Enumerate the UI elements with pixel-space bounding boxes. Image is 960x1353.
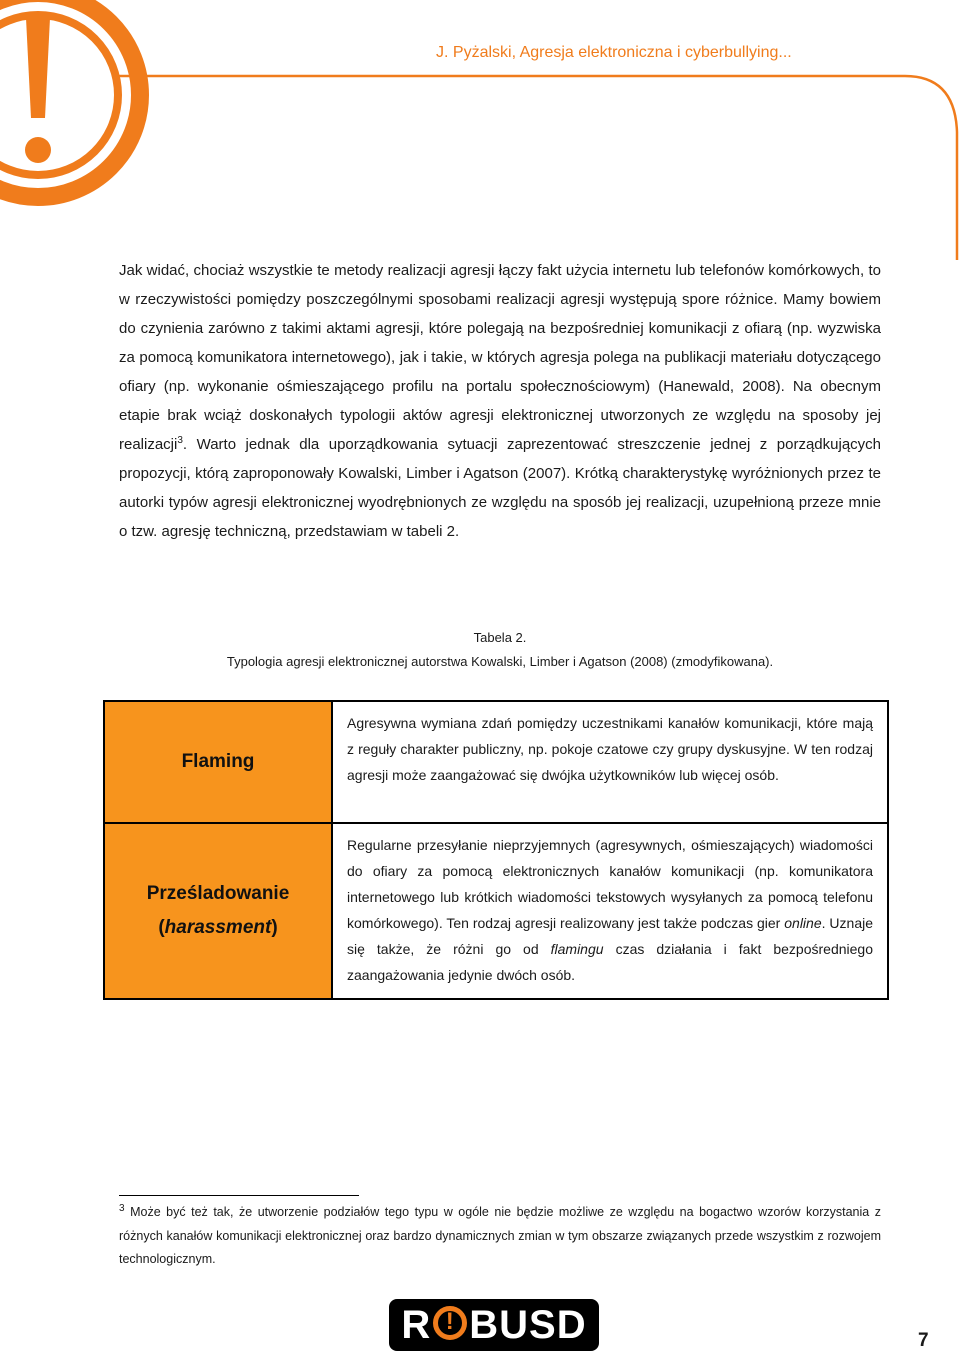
body-text-a: Jak widać, chociaż wszystkie te metody realizacji agresji łączy fakt użycia internetu lub telefonów komórkowych, to w rzeczywistości pomiędzy poszczególnymi sposobami realizacji agresji występują spore różnice. Mamy bowiem do czynienia zarówno z takimi aktami agresji, które polegają na bezpośredniej komunikacji z ofiarą (np. wyzwiska za pomocą komunikatora internetowego), jak i takie, w których agresja polega na publikacji materiału dotyczącego ofiary (np. wykonanie ośmieszającego profilu na portalu społecznościowym) (Hanewald, 2008). Na obecnym etapie brak wciąż doskonałych typologii aktów agresji elektronicznej utworzonych ze względu na sposoby jej realizacji — [119, 262, 881, 453]
logo-letter-r: R — [401, 1303, 432, 1347]
term-flaming: Flaming — [181, 751, 255, 772]
description-cell — [332, 823, 888, 999]
table-row — [104, 701, 888, 823]
term-paren-open: ( — [158, 917, 165, 938]
description-cell: Agresywna wymiana zdań pomiędzy uczestnikami kanałów komunikacji, które mają z reguły charakter publiczny, np. pokoje czatowe czy grupy dyskusyjne. W ten rodzaj agresji może zaangażować się dwójka użytkowników lub więcej osób. — [332, 701, 888, 823]
desc-part-2: . Uznaje się także, że różni go od — [347, 915, 874, 957]
footnote — [119, 1201, 881, 1272]
footnote-number: 3 — [119, 1202, 125, 1214]
desc-italic-flamingu: flamingu — [550, 941, 604, 957]
typology-table — [103, 700, 889, 1000]
term-cell-harassment — [104, 823, 332, 999]
footnote-text: Może być też tak, że utworzenie podziałów tego typu w ogóle nie będzie możliwe ze względu na bogactwo wzorów korzystania z różnych kanałów komunikacji elektronicznej oraz bardzo dynamicznych zmian w tym obszarze związanych przede wszystkim z rozwojem technologicznym. — [119, 1205, 881, 1266]
exclamation-circle-icon — [0, 0, 140, 197]
desc-italic-online: online — [784, 915, 822, 931]
footnote-divider — [119, 1195, 359, 1196]
footnote-ref[interactable]: 3 — [177, 435, 183, 446]
header-title: J. Pyżalski, Agresja elektroniczna i cyberbullying... — [436, 44, 792, 61]
header-curve — [118, 76, 957, 260]
term-cell-flaming — [104, 701, 332, 823]
logo-letters-busd: BUSD — [469, 1303, 587, 1347]
table-caption-label: Tabela 2. — [473, 630, 527, 645]
desc-part-1: Regularne przesyłanie nieprzyjemnych (agresywnych, ośmieszających) wiadomości do ofiary za pomocą elektronicznych kanałów komunikacji (np. komunikatora internetowego lub krótkich wiadomości tekstowych wysyłanych za pomocą telefonu komórkowego). Ten rodzaj agresji realizowany jest także podczas gier — [347, 837, 873, 931]
table-row — [104, 823, 888, 999]
table-caption-title: Typologia agresji elektronicznej autorstwa Kowalski, Limber i Agatson (2008) (zmodyfikowana). — [226, 654, 774, 669]
desc-part-3: czas działania i fakt bezpośredniego zaangażowania jedynie dwóch osób. — [347, 941, 873, 983]
page-number: 7 — [918, 1330, 929, 1351]
body-paragraph — [119, 256, 881, 546]
body-text-b: . Warto jednak dla uporządkowania sytuacji zaprezentować streszczenie jednej z porządkujących propozycji, którą zaproponowały Kowalski, Limber i Agatson (2007). Krótką charakterystykę wyróżnionych przez te autorki typów agresji elektronicznej wyodrębnionych ze względu na sposób jej realizacji, uzupełnioną przeze mnie o tzw. agresję techniczną, przedstawiam w tabeli 2. — [119, 436, 881, 540]
header-decoration — [0, 0, 960, 260]
term-harassment: Prześladowanie — [146, 883, 290, 904]
term-paren-close: ) — [271, 917, 278, 938]
term-harassment-en: harassment — [164, 917, 272, 938]
robusd-logo — [389, 1299, 599, 1351]
exclamation-circle-icon — [433, 1306, 467, 1340]
